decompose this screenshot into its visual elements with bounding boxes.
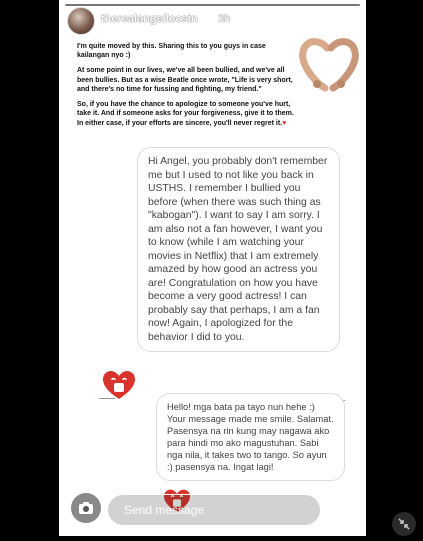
reply-input[interactable]	[107, 494, 321, 526]
story-header	[67, 7, 358, 33]
avatar[interactable]	[67, 7, 95, 35]
story-progress-fill	[65, 4, 360, 6]
close-icon[interactable]	[336, 7, 358, 29]
heart-hands-sticker	[297, 34, 361, 96]
caption-paragraph-1: I'm quite moved by this. Sharing this to you guys in case kailangan nyo :)	[77, 43, 266, 60]
message-text: Hi Angel, you probably don't remember me but I used to not like you back in USTHS. I remember I bullied you before (when there was such thing as "kabogan"). I want to say I am sorry. I am also not a fan however, I want you to know (while I am watching your movies in Netflix) that I am extremely amazed by how good an actress you are! Congratulation on how you have become a very good actress! I can probably say that perhaps, I am a fan now! Again, I apologized for the behavior I did to you.	[148, 156, 328, 343]
message-text: Hello! mga bata pa tayo nun hehe :) Your message made me smile. Salamat. Pasensya na rin kung may nagawa ako para hindi mo ako magustuhan. Sabi nga nila, it takes two to tango. So ayun :) pasensya na. Ingat lagi!	[167, 402, 334, 473]
message-bubble-reply	[156, 393, 345, 481]
story-frame	[59, 0, 366, 536]
camera-button[interactable]	[71, 493, 101, 523]
caption-paragraph-2: At some point in our lives, we've all been bullied, and we've all been bullies. But as a wise Beatle once wrote, "Life is very short, and there's no time for fussing and fighting, my friend."	[77, 67, 293, 93]
collapse-icon	[392, 512, 416, 536]
caption-paragraph-3-text: So, if you have the chance to apologize to someone you've hurt, take it. And if someone asks for your forgiveness, give it to them. In either case, if your efforts are sincere, you'll never regret it.	[77, 101, 294, 127]
send-button[interactable]	[329, 497, 355, 523]
heart-face-sticker	[101, 369, 137, 401]
message-bubble-original	[137, 147, 340, 352]
reply-placeholder: Send message	[124, 503, 205, 517]
send-icon	[329, 497, 355, 523]
story-progress-bar	[65, 4, 360, 6]
camera-icon	[71, 493, 101, 523]
post-time: 3h	[218, 13, 231, 25]
username[interactable]: therealangellocsin	[101, 13, 198, 25]
caption-paragraph-3	[77, 100, 297, 128]
divider-left	[99, 398, 115, 399]
heart-icon: ♥	[282, 119, 287, 127]
collapse-button[interactable]	[392, 512, 416, 536]
story-caption	[77, 42, 297, 134]
